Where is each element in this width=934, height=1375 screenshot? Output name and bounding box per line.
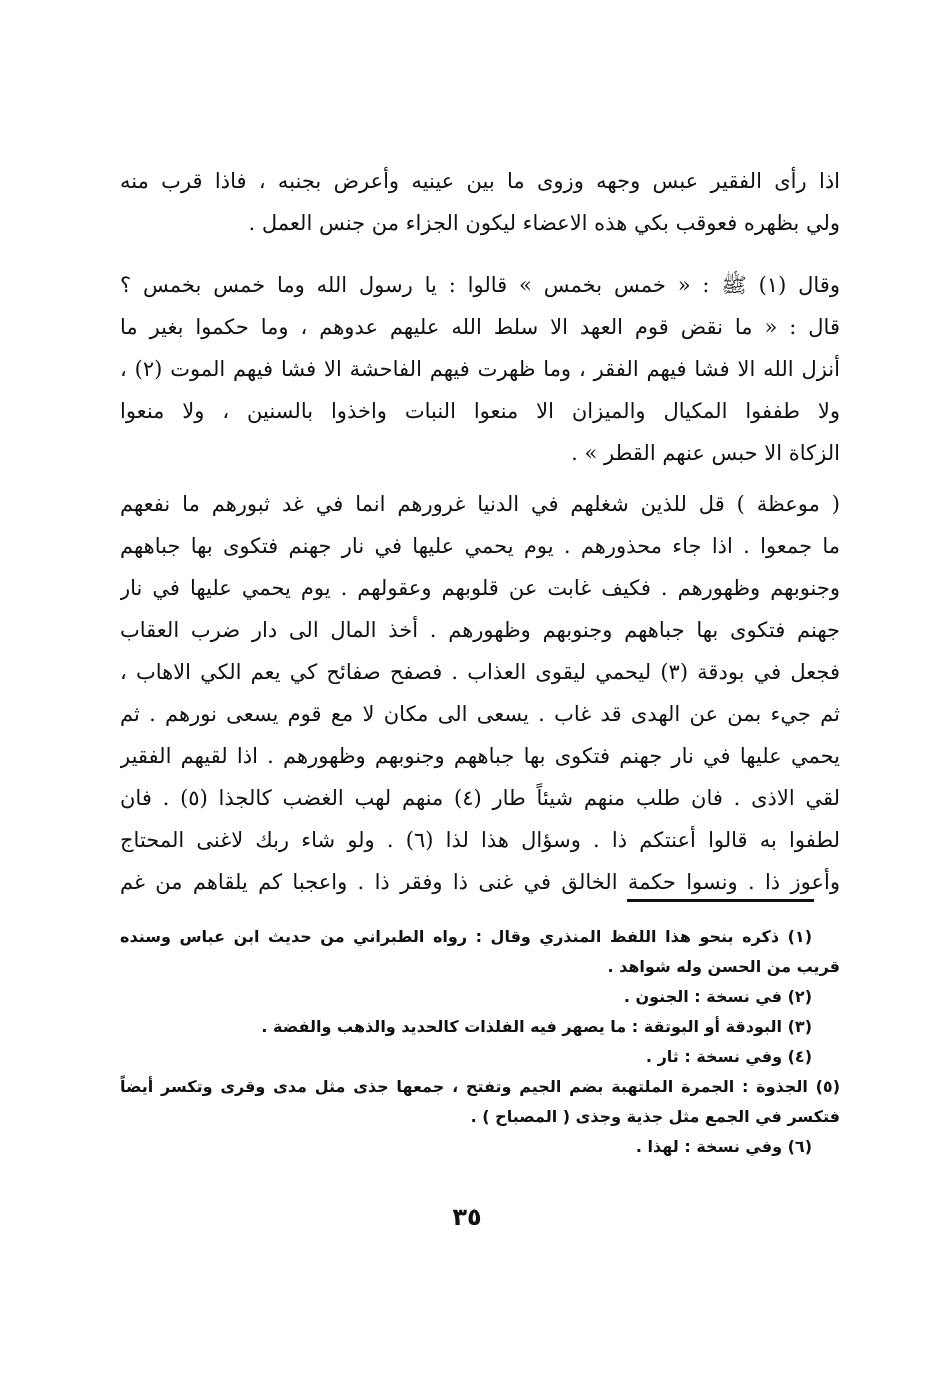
text-line: ثم جيء بمن عن الهدى قد غاب . يسعى الى مكان لا مع قوم يسعى نورهم . ثم	[120, 702, 840, 726]
text-line: أنزل الله الا فشا فيهم الفقر ، وما ظهرت فيهم الفاحشة الا فشا فيهم الموت (٢) ،	[120, 357, 840, 381]
footnote-divider	[627, 899, 814, 902]
text-line: جهنم فتكوى بها جباههم وجنوبهم وظهورهم . أخذ المال الى دار ضرب العقاب	[120, 618, 840, 642]
footnote-line: (٣) البودقة أو البوتقة : ما يصهر فيه الفلذات كالحديد والذهب والفضة .	[261, 1017, 812, 1036]
paragraph-3	[120, 483, 840, 903]
text-line: فجعل في بودقة (٣) ليحمي ليقوى العذاب . فصفح صفائح كي يعم الكي الاهاب ،	[120, 660, 840, 684]
text-line: وجنوبهم وظهورهم . فكيف غابت عن قلوبهم وعقولهم . يوم يحمي عليها في نار	[120, 576, 840, 600]
footnote-line: (٢) في نسخة : الجنون .	[623, 987, 812, 1006]
page-number: ٣٥	[452, 1203, 482, 1231]
footnotes	[120, 922, 840, 1162]
text-line: لطفوا به قالوا أعنتكم ذا . وسؤال هذا لذا (٦) . ولو شاء ربك لاغنى المحتاج	[120, 828, 840, 852]
footnote-line: (٦) وفي نسخة : لهذا .	[635, 1137, 812, 1156]
text-line: ولا طففوا المكيال والميزان الا منعوا النبات واخذوا بالسنين ، ولا منعوا	[120, 399, 840, 423]
footnote-line: (٥) الجذوة : الجمرة الملتهبة بضم الجيم وتفتح ، جمعها جذى مثل مدى وقرى وتكسر أيضاً	[120, 1077, 840, 1096]
footnote-line: قريب من الحسن وله شواهد .	[607, 957, 840, 976]
text-line: يحمي عليها في نار جهنم فتكوى بها جباههم وجنوبهم وظهورهم . اذا لقيهم الفقير	[120, 744, 840, 768]
paragraph-2	[120, 264, 840, 474]
text-line: ولي بظهره فعوقب بكي هذه الاعضاء ليكون الجزاء من جنس العمل .	[248, 211, 840, 235]
text-line: وقال (١) ﷺ : « خمس بخمس » قالوا : يا رسول الله وما خمس بخمس ؟	[120, 273, 840, 297]
text-line: قال : « ما نقض قوم العهد الا سلط الله عليهم عدوهم ، وما حكموا بغير ما	[120, 315, 840, 339]
text-line: ( موعظة ) قل للذين شغلهم في الدنيا غرورهم انما في غد ثبورهم ما نفعهم	[120, 492, 840, 516]
footnote-line: فتكسر في الجمع مثل جذية وجذى ( المصباح ) .	[470, 1107, 840, 1126]
text-line: اذا رأى الفقير عبس وجهه وزوى ما بين عينيه وأعرض بجنبه ، فاذا قرب منه	[120, 169, 840, 193]
text-line: ما جمعوا . اذا جاء محذورهم . يوم يحمي عليها في نار جهنم فتكوى بها جباههم	[120, 534, 840, 558]
paragraph-1	[120, 160, 840, 244]
text-line: الزكاة الا حبس عنهم القطر » .	[571, 441, 840, 465]
footnote-line: (٤) وفي نسخة : ثار .	[645, 1047, 812, 1066]
footnote-line: (١) ذكره بنحو هذا اللفظ المنذري وقال : رواه الطبراني من حديث ابن عباس وسنده	[120, 927, 812, 946]
text-line: وأعوز ذا . ونسوا حكمة الخالق في غنى ذا وفقر ذا . واعجبا كم يلقاهم من غم	[120, 870, 840, 894]
text-line: لقي الاذى . فان طلب منهم شيئاً طار (٤) منهم لهب الغضب كالجذا (٥) . فان	[120, 786, 840, 810]
